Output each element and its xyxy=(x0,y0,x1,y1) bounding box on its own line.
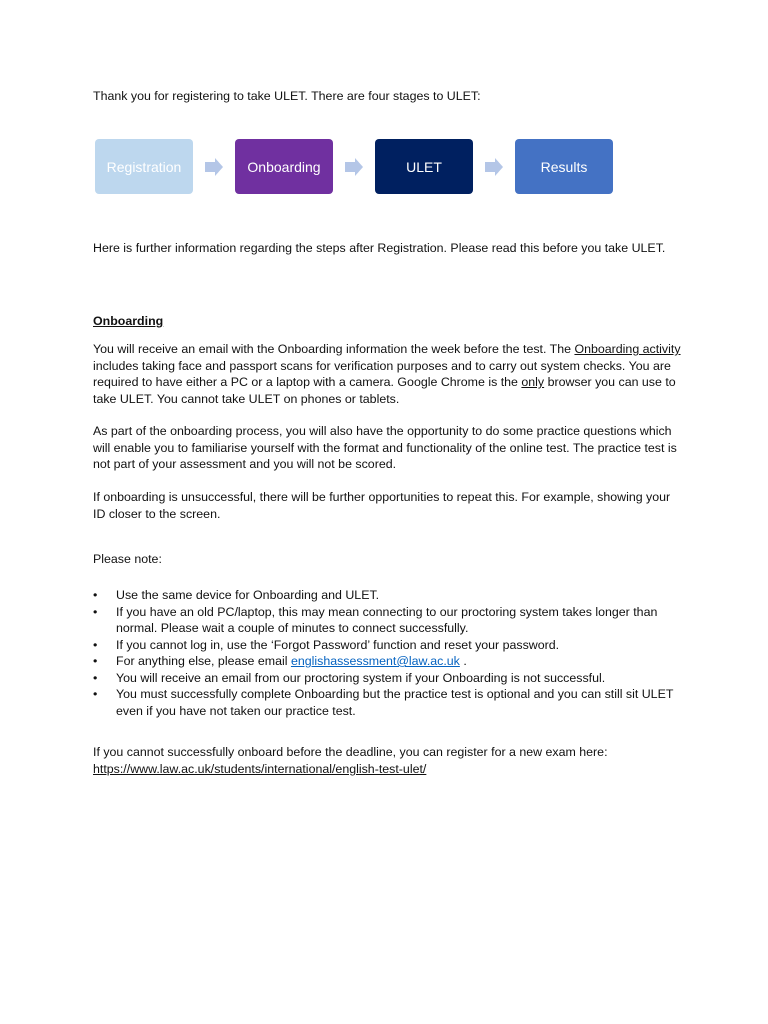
list-item: • You must successfully complete Onboarding but the practice test is optional and you can still sit ULET even if you have not taken our practice test. xyxy=(93,686,683,719)
only-text: only xyxy=(521,375,545,389)
paragraph-text: browser you can use to take ULET. You cannot take ULET on phones or tablets. xyxy=(93,375,676,406)
deadline-text: If you cannot successfully onboard before the deadline, you can register for a new exam here: xyxy=(93,745,608,759)
list-item: • If you have an old PC/laptop, this may mean connecting to our proctoring system takes longer than normal. Please wait a couple of minutes to connect successfully. xyxy=(93,604,683,637)
right-arrow-icon xyxy=(203,156,225,178)
unsuccessful-paragraph: If onboarding is unsuccessful, there will be further opportunities to repeat this. For example, showing your ID closer to the screen. xyxy=(93,490,671,521)
right-arrow-icon xyxy=(483,156,505,178)
paragraph-text: You will receive an email with the Onboarding information the week before the test. The xyxy=(93,342,575,356)
onboarding-paragraph xyxy=(93,341,683,407)
list-item: • Use the same device for Onboarding and ULET. xyxy=(93,587,683,604)
stage-results: Results xyxy=(515,139,613,194)
registration-url-link[interactable]: https://www.law.ac.uk/students/international/english-test-ulet/ xyxy=(93,762,427,776)
email-prefix-text: For anything else, please email xyxy=(116,654,291,668)
email-link[interactable]: englishassessment@law.ac.uk xyxy=(290,654,460,668)
email-suffix-text: . xyxy=(459,654,467,668)
paragraph-text: includes taking face and passport scans for verification purposes and to carry out system checks. You are required to have either a PC or a laptop with a camera. Google Chrome is the xyxy=(93,358,671,389)
right-arrow-icon xyxy=(343,156,365,178)
practice-paragraph: As part of the onboarding process, you will also have the opportunity to do some practice questions which will enable you to familiarise yourself with the format and functionality of the online test. The practice test is not part of your assessment and you will not be scored. xyxy=(93,424,677,471)
notes-list xyxy=(93,587,683,719)
onboarding-activity-text: Onboarding activity xyxy=(574,342,681,356)
onboarding-heading: Onboarding xyxy=(93,314,164,328)
list-item: • If you cannot log in, use the ‘Forgot Password’ function and reset your password. xyxy=(93,637,683,654)
stage-flow xyxy=(95,139,615,195)
intro-text: Thank you for registering to take ULET. There are four stages to ULET: xyxy=(93,89,481,103)
stage-registration: Registration xyxy=(95,139,193,194)
further-information: Here is further information regarding the steps after Registration. Please read this before you take ULET. xyxy=(93,241,666,255)
list-item xyxy=(93,653,683,670)
list-item: • You will receive an email from our proctoring system if your Onboarding is not successful. xyxy=(93,670,683,687)
stage-ulet: ULET xyxy=(375,139,473,194)
stage-onboarding: Onboarding xyxy=(235,139,333,194)
please-note-heading: Please note: xyxy=(93,552,162,566)
